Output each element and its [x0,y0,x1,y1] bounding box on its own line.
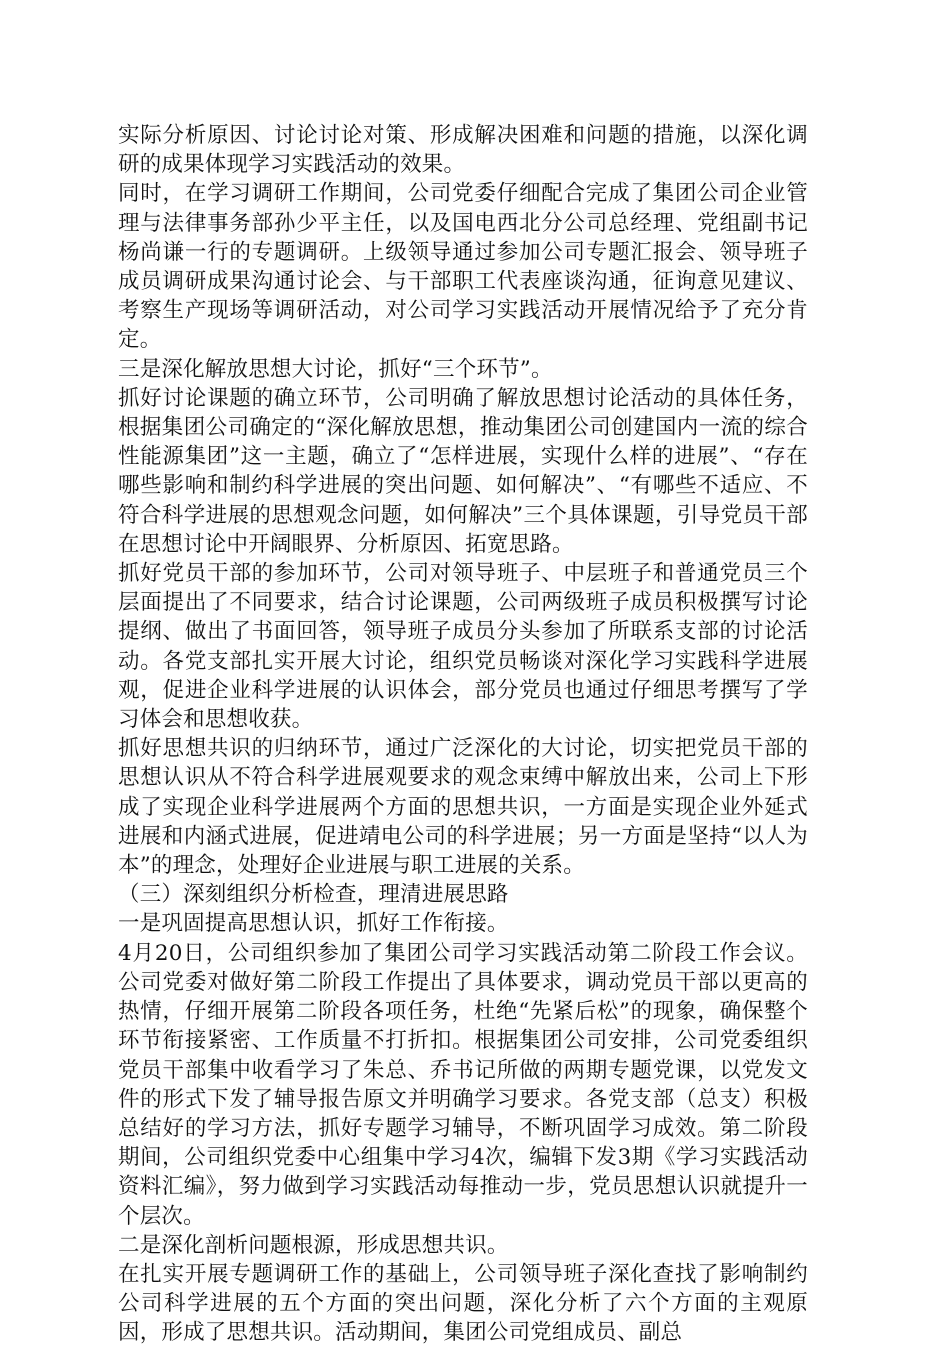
paragraph: 在扎实开展专题调研工作的基础上，公司领导班子深化查找了影响制约公司科学进展的五个方面的突出问题，深化分析了六个方面的主观原因，形成了思想共识。活动期间，集团公司党组成员、副总 [118,1261,808,1346]
paragraph: 抓好思想共识的归纳环节，通过广泛深化的大讨论，切实把党员干部的思想认识从不符合科学进展观要求的观念束缚中解放出来，公司上下形成了实现企业科学进展两个方面的思想共识，一方面是实现企业外延式进展和内涵式进展，促进靖电公司的科学进展；另一方面是坚持“以人为本”的理念，处理好企业进展与职工进展的关系。 [118,736,808,879]
paragraph: 4月20日，公司组织参加了集团公司学习实践活动第二阶段工作会议。公司党委对做好第二阶段工作提出了具体要求，调动党员干部以更高的热情，仔细开展第二阶段各项任务，杜绝“先紧后松”的现象，确保整个环节衔接紧密、工作质量不打折扣。根据集团公司安排，公司党委组织党员干部集中收看学习了朱总、乔书记所做的两期专题党课，以党发文件的形式下发了辅导报告原文并明确学习要求。各党支部（总支）积极总结好的学习方法，抓好专题学习辅导，不断巩固学习成效。第二阶段期间，公司组织党委中心组集中学习4次，编辑下发3期《学习实践活动资料汇编》，努力做到学习实践活动每推动一步，党员思想认识就提升一个层次。 [118,940,808,1229]
section-heading: 二是深化剖析问题根源，形成思想共识。 [118,1232,509,1258]
paragraph: 抓好讨论课题的确立环节，公司明确了解放思想讨论活动的具体任务，根据集团公司确定的“深化解放思想，推动集团公司创建国内一流的综合性能源集团”这一主题，确立了“怎样进展，实现什么样的进展”、“存在哪些影响和制约科学进展的突出问题、如何解决”、“有哪些不适应、不符合科学进展的思想观念问题，如何解决”三个具体课题，引导党员干部在思想讨论中开阔眼界、分析原因、拓宽思路。 [118,385,808,557]
document-body [118,121,808,1348]
paragraph: 同时，在学习调研工作期间，公司党委仔细配合完成了集团公司企业管理与法律事务部孙少平主任，以及国电西北分公司总经理、党组副书记杨尚谦一行的专题调研。上级领导通过参加公司专题汇报会、领导班子成员调研成果沟通讨论会、与干部职工代表座谈沟通，征询意见建议、考察生产现场等调研活动，对公司学习实践活动开展情况给予了充分肯定。 [118,181,808,353]
section-heading: （三）深刻组织分析检查，理清进展思路 [118,882,509,908]
section-heading: 三是深化解放思想大讨论，抓好“三个环节”。 [118,356,553,382]
section-heading: 一是巩固提高思想认识，抓好工作衔接。 [118,911,509,937]
paragraph: 抓好党员干部的参加环节，公司对领导班子、中层班子和普通党员三个层面提出了不同要求，结合讨论课题，公司两级班子成员积极撰写讨论提纲、做出了书面回答，领导班子成员分头参加了所联系支部的讨论活动。各党支部扎实开展大讨论，组织党员畅谈对深化学习实践科学进展观，促进企业科学进展的认识体会，部分党员也通过仔细思考撰写了学习体会和思想收获。 [118,561,808,733]
paragraph: 实际分析原因、讨论讨论对策、形成解决困难和问题的措施，以深化调研的成果体现学习实践活动的效果。 [118,123,808,178]
